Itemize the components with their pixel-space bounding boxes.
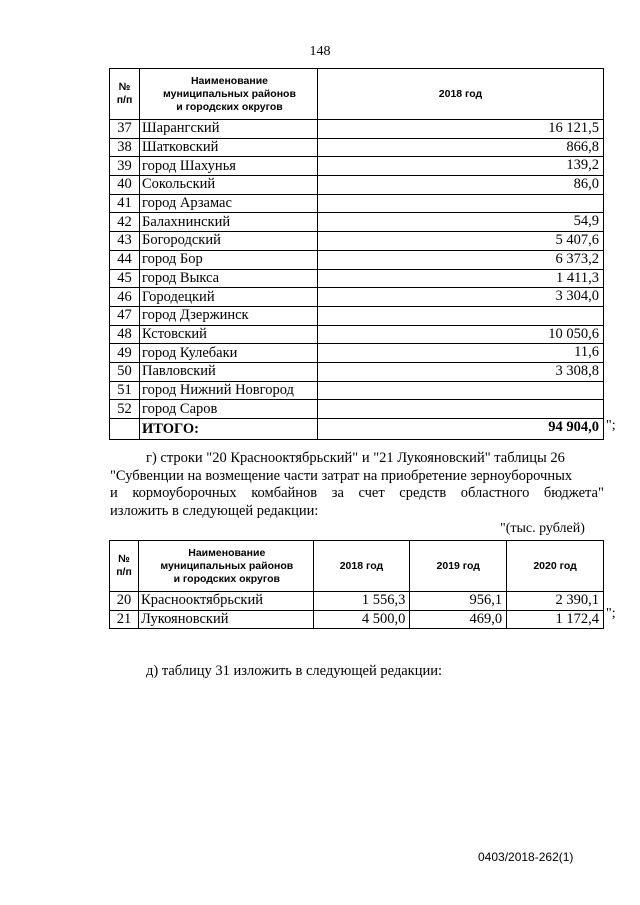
table2-row — [110, 610, 604, 629]
t2-header-num: № п/п — [110, 541, 139, 592]
table-row — [110, 138, 604, 157]
t2-header-2018: 2018 год — [313, 541, 410, 592]
row-name: город Бор — [140, 250, 318, 269]
closing-quote-1: "; — [606, 418, 616, 433]
row-value: 16 121,5 — [318, 120, 604, 139]
row-name: город Нижний Новгород — [140, 381, 318, 400]
row-name: Богородский — [140, 232, 318, 251]
row-num: 37 — [110, 120, 140, 139]
row-value: 6 373,2 — [318, 250, 604, 269]
row-num: 41 — [110, 194, 140, 213]
row-value: 54,9 — [318, 213, 604, 232]
header-year-2018: 2018 год — [318, 69, 604, 120]
header-name: Наименование муниципальных районов и городских округов — [140, 69, 318, 120]
row-name: город Саров — [140, 400, 318, 419]
row-value-2018: 1 556,3 — [313, 592, 410, 611]
table-row — [110, 120, 604, 139]
row-name: Шатковский — [140, 138, 318, 157]
table2-row — [110, 592, 604, 611]
total-num-cell — [110, 419, 140, 440]
row-num: 52 — [110, 400, 140, 419]
row-num: 43 — [110, 232, 140, 251]
row-value: 866,8 — [318, 138, 604, 157]
row-value-2019: 469,0 — [410, 610, 507, 629]
row-name: город Арзамас — [140, 194, 318, 213]
word: счет — [358, 485, 385, 501]
table-header-row — [110, 69, 604, 120]
closing-quote-2: "; — [606, 606, 616, 621]
total-row — [110, 419, 604, 440]
row-num: 44 — [110, 250, 140, 269]
row-num: 40 — [110, 176, 140, 195]
row-name: Сокольский — [140, 176, 318, 195]
table-row — [110, 325, 604, 344]
paragraph-g-line1: г) строки "20 Краснооктябрьский" и "21 Лукояновский" таблицы 26 — [146, 450, 565, 466]
paragraph-g — [110, 450, 604, 520]
row-value: 5 407,6 — [318, 232, 604, 251]
table2-header-row — [110, 541, 604, 592]
row-name: Городецкий — [140, 288, 318, 307]
row-num: 49 — [110, 344, 140, 363]
word: комбайнов — [251, 485, 318, 501]
row-num: 51 — [110, 381, 140, 400]
row-value — [318, 194, 604, 213]
total-value: 94 904,0 — [318, 419, 604, 440]
row-value: 11,6 — [318, 344, 604, 363]
row-name: город Кулебаки — [140, 344, 318, 363]
paragraph-g-line3 — [110, 485, 604, 503]
row-name: город Дзержинск — [140, 306, 318, 325]
t2-header-2020: 2020 год — [507, 541, 604, 592]
table-row — [110, 269, 604, 288]
row-name: Шарангский — [140, 120, 318, 139]
word: средств — [399, 485, 447, 501]
row-name: Кстовский — [140, 325, 318, 344]
row-value — [318, 400, 604, 419]
units-label: "(тыс. рублей) — [500, 521, 585, 536]
table-row — [110, 362, 604, 381]
table-row — [110, 213, 604, 232]
paragraph-g-line2: "Субвенции на возмещение части затрат на приобретение зерноуборочных — [110, 467, 573, 484]
row-num: 38 — [110, 138, 140, 157]
row-name: Лукояновский — [139, 610, 314, 629]
subsidy-table-2018 — [109, 68, 604, 440]
row-num: 50 — [110, 362, 140, 381]
row-value: 139,2 — [318, 157, 604, 176]
word: областного — [460, 485, 530, 501]
row-value: 1 411,3 — [318, 269, 604, 288]
row-name: Краснооктябрьский — [139, 592, 314, 611]
row-num: 39 — [110, 157, 140, 176]
row-value: 86,0 — [318, 176, 604, 195]
table-row — [110, 157, 604, 176]
total-label: ИТОГО: — [140, 419, 318, 440]
table-row — [110, 344, 604, 363]
table-row — [110, 194, 604, 213]
row-num: 45 — [110, 269, 140, 288]
row-value-2020: 1 172,4 — [507, 610, 604, 629]
row-value: 10 050,6 — [318, 325, 604, 344]
row-value: 3 304,0 — [318, 288, 604, 307]
table-row — [110, 250, 604, 269]
word: кормоуборочных — [132, 485, 237, 501]
harvester-subsidy-table — [109, 540, 604, 629]
word: и — [110, 485, 118, 501]
row-value-2018: 4 500,0 — [313, 610, 410, 629]
table-row — [110, 232, 604, 251]
word: за — [331, 485, 344, 501]
row-num: 20 — [110, 592, 139, 611]
row-num: 47 — [110, 306, 140, 325]
table-row — [110, 288, 604, 307]
row-value-2020: 2 390,1 — [507, 592, 604, 611]
row-num: 46 — [110, 288, 140, 307]
row-name: Павловский — [140, 362, 318, 381]
row-name: город Выкса — [140, 269, 318, 288]
paragraph-d: д) таблицу 31 изложить в следующей редакции: — [146, 663, 443, 679]
word: бюджета" — [543, 485, 604, 501]
table-row — [110, 306, 604, 325]
row-num: 21 — [110, 610, 139, 629]
row-value: 3 308,8 — [318, 362, 604, 381]
document-code: 0403/2018-262(1) — [478, 850, 574, 864]
row-num: 48 — [110, 325, 140, 344]
row-name: город Шахунья — [140, 157, 318, 176]
table-row — [110, 381, 604, 400]
t2-header-name: Наименование муниципальных районов и городских округов — [139, 541, 314, 592]
header-num: № п/п — [110, 69, 140, 120]
table-row — [110, 400, 604, 419]
t2-header-2019: 2019 год — [410, 541, 507, 592]
row-name: Балахнинский — [140, 213, 318, 232]
row-num: 42 — [110, 213, 140, 232]
table-row — [110, 176, 604, 195]
paragraph-g-line4: изложить в следующей редакции: — [110, 502, 319, 519]
row-value — [318, 381, 604, 400]
page-number: 148 — [309, 44, 331, 59]
row-value-2019: 956,1 — [410, 592, 507, 611]
row-value — [318, 306, 604, 325]
